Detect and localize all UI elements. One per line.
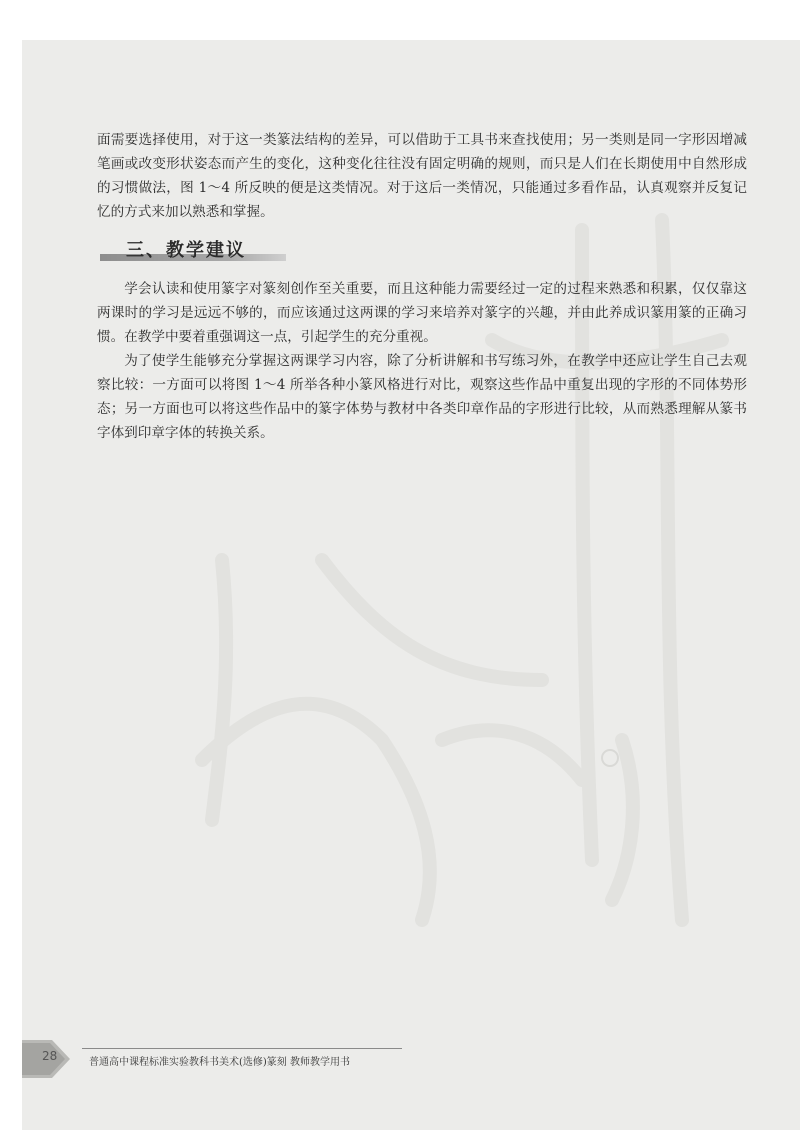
paragraph: 面需要选择使用，对于这一类篆法结构的差异，可以借助于工具书来查找使用；另一类则是同一字形因增减笔画或改变形状姿态而产生的变化，这种变化往往没有固定明确的规则，而只是人们在长期使用中自然形成的习惯做法，图 1～4 所反映的便是这类情况。对于这后一类情况，只能通过多看作品，认真观察并反复记忆的方式来加以熟悉和掌握。 [97,132,747,220]
page-number: 28 [42,1049,58,1063]
teaching-suggestions-text [97,277,747,445]
section-heading: 三、教学建议 [126,240,246,261]
footer-book-title: 普通高中课程标准实验教科书美术(选修)篆刻 教师教学用书 [89,1057,350,1068]
section-heading-block [100,236,290,266]
paragraph: 学会认读和使用篆字对篆刻创作至关重要，而且这种能力需要经过一定的过程来熟悉和积累，仅仅靠这两课时的学习是远远不够的，而应该通过这两课的学习来培养对篆字的兴趣，并由此养成识篆用篆的正确习惯。在教学中要着重强调这一点，引起学生的充分重视。 [97,281,747,345]
intro-text-block [97,128,747,224]
paragraph: 为了使学生能够充分掌握这两课学习内容，除了分析讲解和书写练习外，在教学中还应让学生自己去观察比较：一方面可以将图 1～4 所举各种小篆风格进行对比，观察这些作品中重复出现的字形的不同体势形态；另一方面也可以将这些作品中的篆字体势与教材中各类印章作品的字形进行比较，从而熟悉理解从篆书字体到印章字体的转换关系。 [97,353,747,441]
footer-divider [82,1048,402,1049]
document-page [22,40,800,1130]
